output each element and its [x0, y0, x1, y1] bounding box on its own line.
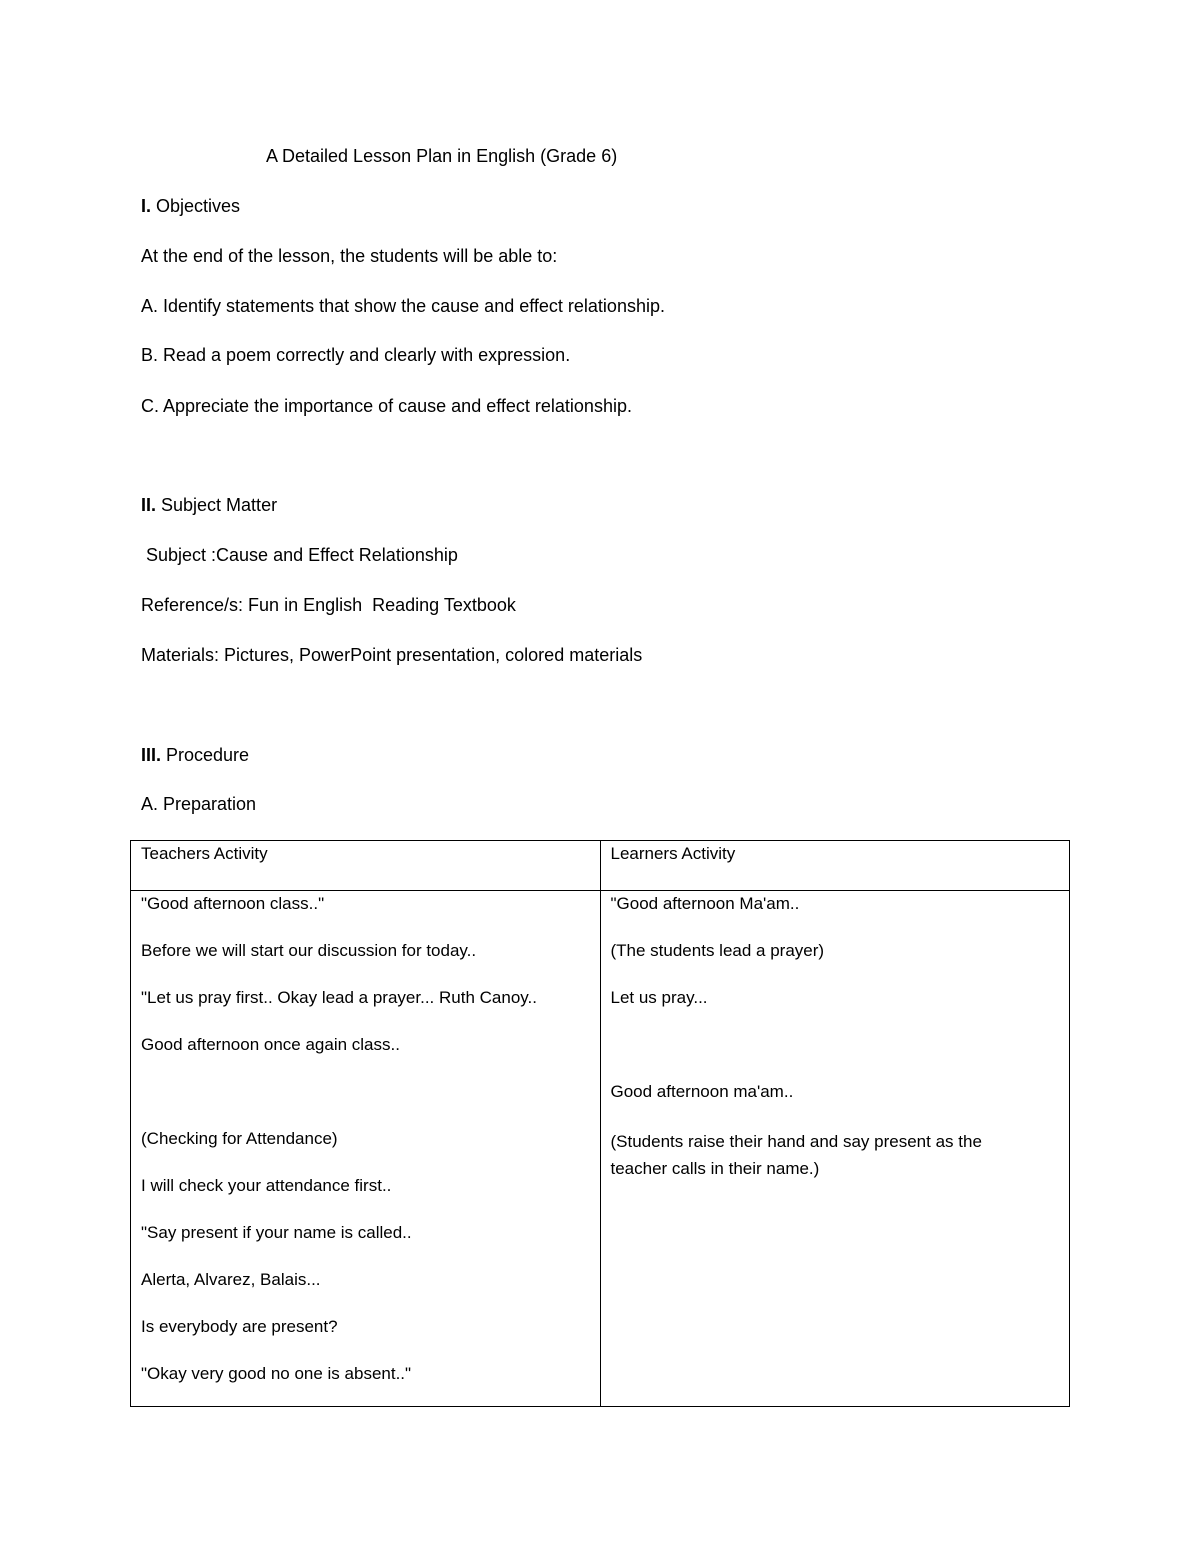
- teacher-line: "Say present if your name is called..: [141, 1223, 412, 1242]
- subject-matter-numeral: II.: [141, 495, 157, 515]
- learners-activity-header: Learners Activity: [600, 841, 1070, 891]
- subject-matter-label: Subject Matter: [156, 495, 278, 515]
- learner-line: Let us pray...: [610, 988, 708, 1007]
- objectives-numeral: I.: [141, 196, 152, 216]
- teacher-line: Is everybody are present?: [141, 1317, 338, 1336]
- teacher-line: "Okay very good no one is absent..": [141, 1364, 412, 1383]
- learner-line: (Students raise their hand and say present as the teacher calls in their name.): [610, 1132, 987, 1178]
- objectives-heading: [141, 195, 240, 217]
- teacher-line: "Let us pray first.. Okay lead a prayer... Ruth Canoy..: [141, 988, 537, 1007]
- learner-line: [611, 1034, 1060, 1056]
- teacher-line: [141, 1081, 590, 1103]
- teacher-line: Good afternoon once again class..: [141, 1035, 400, 1054]
- document-title: A Detailed Lesson Plan in English (Grade 6): [266, 146, 618, 166]
- objectives-intro: At the end of the lesson, the students will be able to:: [141, 246, 558, 266]
- learner-line: Good afternoon ma'am..: [610, 1082, 794, 1101]
- table-header-row: [131, 841, 1070, 891]
- procedure-numeral: III.: [141, 745, 162, 765]
- subject-matter-heading: [141, 494, 277, 516]
- teacher-line: I will check your attendance first..: [141, 1176, 392, 1195]
- materials-line: Materials: Pictures, PowerPoint presentation, colored materials: [141, 645, 643, 665]
- teachers-activity-header: Teachers Activity: [131, 841, 601, 891]
- learners-activity-cell: [600, 891, 1070, 1407]
- procedure-label: Procedure: [161, 745, 250, 765]
- teacher-line: Before we will start our discussion for today..: [141, 941, 477, 960]
- objectives-label: Objectives: [151, 196, 241, 216]
- preparation-table: [130, 840, 1070, 1407]
- reference-line: Reference/s: Fun in English Reading Textbook: [141, 595, 516, 615]
- subject-line: Subject :Cause and Effect Relationship: [141, 545, 458, 565]
- teachers-activity-cell: [131, 891, 601, 1407]
- table-row: [131, 891, 1070, 1407]
- teacher-line: Alerta, Alvarez, Balais...: [141, 1270, 321, 1289]
- teacher-line: (Checking for Attendance): [141, 1129, 338, 1148]
- teacher-line: "Good afternoon class..": [141, 894, 325, 913]
- objective-c: C. Appreciate the importance of cause and effect relationship.: [141, 396, 632, 416]
- objective-a: A. Identify statements that show the cause and effect relationship.: [141, 296, 665, 316]
- objective-b: B. Read a poem correctly and clearly with expression.: [141, 345, 571, 365]
- learner-line: (The students lead a prayer): [610, 941, 825, 960]
- learner-line: "Good afternoon Ma'am..: [610, 894, 800, 913]
- preparation-subheading: A. Preparation: [141, 794, 257, 814]
- procedure-heading: [141, 744, 249, 766]
